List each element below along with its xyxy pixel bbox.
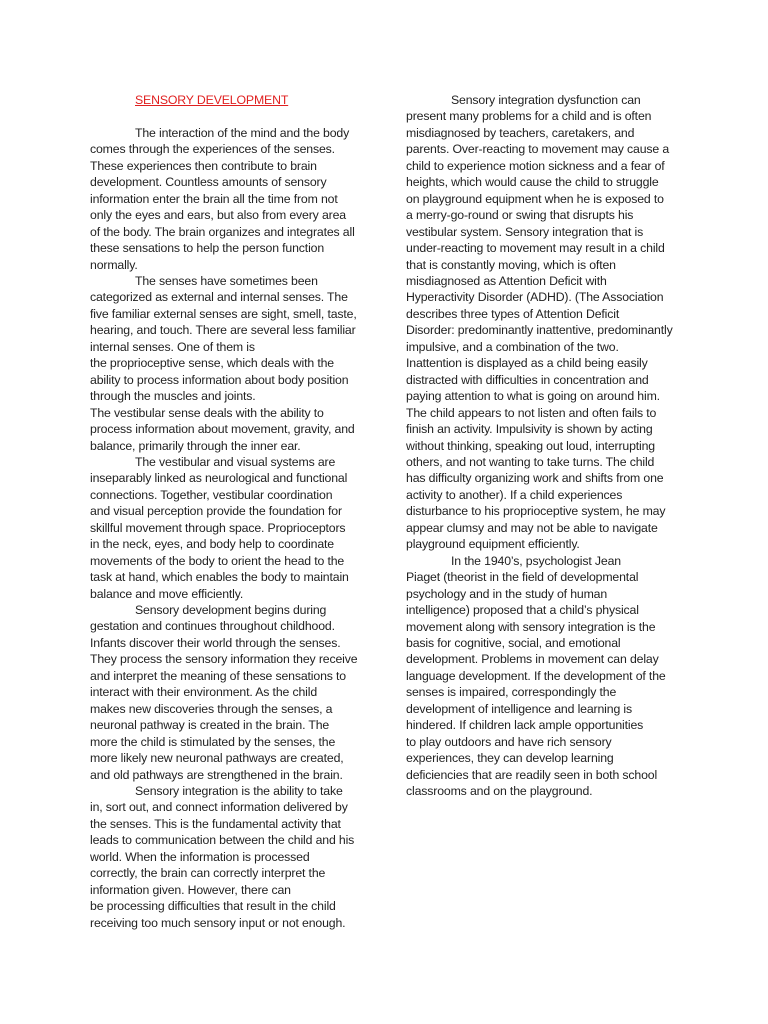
text-line: information given. However, there can [90, 882, 291, 897]
text-line: Hyperactivity Disorder (ADHD). (The Association [406, 290, 664, 305]
text-line: in the neck, eyes, and body help to coordinate [90, 537, 334, 552]
text-line: These experiences then contribute to brain [90, 158, 317, 173]
text-line: balance, primarily through the inner ear. [90, 438, 301, 453]
text-line: heights, which would cause the child to struggle [406, 175, 659, 190]
text-line: normally. [90, 257, 138, 272]
text-line: development of intelligence and learning is [406, 701, 632, 716]
text-line: only the eyes and ears, but also from every area [90, 208, 346, 223]
text-line: ability to process information about body position [90, 372, 349, 387]
right-column-body [406, 92, 686, 799]
text-line: movements of the body to orient the head to the [90, 553, 345, 568]
text-line: The child appears to not listen and often fails to [406, 405, 657, 420]
text-line: world. When the information is processed [90, 849, 310, 864]
text-line: interact with their environment. As the child [90, 685, 318, 700]
text-line: parents. Over-reacting to movement may cause a [406, 142, 670, 157]
text-line: In the 1940’s, psychologist Jean [451, 553, 621, 568]
text-line: movement along with sensory integration is the [406, 619, 656, 634]
text-line: information enter the brain all the time from not [90, 191, 338, 206]
text-line: makes new discoveries through the senses, a [90, 701, 333, 716]
text-line: balance and move efficiently. [90, 586, 244, 601]
text-line: child to experience motion sickness and a fear of [406, 158, 665, 173]
text-line: five familiar external senses are sight, smell, taste, [90, 306, 357, 321]
text-line: more the child is stimulated by the senses, the [90, 734, 336, 749]
text-line: The interaction of the mind and the body [135, 125, 350, 140]
text-line: senses is impaired, correspondingly the [406, 685, 617, 700]
text-line: and old pathways are strengthened in the brain. [90, 767, 343, 782]
text-line: inseparably linked as neurological and functional [90, 471, 348, 486]
text-line: The senses have sometimes been [135, 273, 318, 288]
text-line: task at hand, which enables the body to maintain [90, 570, 349, 585]
text-line: language development. If the development of the [406, 668, 666, 683]
text-line: appear clumsy and may not be able to navigate [406, 520, 658, 535]
text-line: deficiencies that are readily seen in both school [406, 767, 658, 782]
text-line: without thinking, speaking out loud, interrupting [406, 438, 655, 453]
text-line: describes three types of Attention Deficit [406, 306, 620, 321]
text-line: activity to another). If a child experiences [406, 487, 623, 502]
text-line: development. Countless amounts of sensory [90, 175, 327, 190]
text-line: hearing, and touch. There are several less familiar [90, 323, 356, 338]
text-line: the proprioceptive sense, which deals with the [90, 356, 334, 371]
text-line: vestibular system. Sensory integration that is [406, 224, 644, 239]
left-column-body [90, 125, 365, 931]
text-line: on playground equipment when he is exposed to [406, 191, 664, 206]
text-line: leads to communication between the child and his [90, 833, 355, 848]
text-line: internal senses. One of them is [90, 339, 255, 354]
text-line: experiences, they can develop learning [406, 751, 614, 766]
text-line: misdiagnosed by teachers, caretakers, and [406, 125, 635, 140]
text-line: more likely new neuronal pathways are created, [90, 751, 344, 766]
text-line: connections. Together, vestibular coordination [90, 487, 333, 502]
text-line: development. Problems in movement can delay [406, 652, 659, 667]
text-line: of the body. The brain organizes and integrates all [90, 224, 355, 239]
text-line: correctly, the brain can correctly interpret the [90, 866, 326, 881]
text-line: basis for cognitive, social, and emotional [406, 635, 621, 650]
text-line: categorized as external and internal senses. The [90, 290, 348, 305]
text-line: intelligence) proposed that a child’s physical [406, 603, 639, 618]
text-line: playground equipment efficiently. [406, 537, 580, 552]
text-line: be processing difficulties that result in the child [90, 899, 336, 914]
text-line: has difficulty organizing work and shifts from one [406, 471, 664, 486]
text-line: comes through the experiences of the senses. [90, 142, 335, 157]
text-line: receiving too much sensory input or not enough. [90, 915, 346, 930]
text-line: They process the sensory information they receive [90, 652, 358, 667]
text-line: Sensory integration is the ability to take [135, 784, 343, 799]
text-line: Disorder: predominantly inattentive, predominantly [406, 323, 673, 338]
text-line: the senses. This is the fundamental activity that [90, 816, 341, 831]
text-line: neuronal pathway is created in the brain. The [90, 718, 330, 733]
text-line: and visual perception provide the foundation for [90, 504, 342, 519]
text-line: Inattention is displayed as a child being easily [406, 356, 648, 371]
text-line: present many problems for a child and is often [406, 109, 652, 124]
text-line: to play outdoors and have rich sensory [406, 734, 612, 749]
text-line: The vestibular sense deals with the ability to [90, 405, 324, 420]
right-column [406, 92, 686, 799]
text-line: misdiagnosed as Attention Deficit with [406, 273, 607, 288]
text-line: under-reacting to movement may result in a child [406, 241, 665, 256]
text-line: classrooms and on the playground. [406, 784, 593, 799]
text-line: in, sort out, and connect information delivered by [90, 800, 348, 815]
text-line: process information about movement, gravity, and [90, 422, 355, 437]
text-line: Piaget (theorist in the field of developmental [406, 570, 639, 585]
text-line: Sensory integration dysfunction can [451, 93, 641, 107]
left-column [90, 92, 365, 931]
text-line: that is constantly moving, which is often [406, 257, 616, 272]
text-line: distracted with difficulties in concentration and [406, 372, 649, 387]
text-line: The vestibular and visual systems are [135, 454, 336, 469]
text-line: a merry-go-round or swing that disrupts his [406, 208, 634, 223]
text-line: paying attention to what is going on around him. [406, 389, 660, 404]
text-line: and interpret the meaning of these sensations to [90, 668, 346, 683]
text-line: hindered. If children lack ample opportunities [406, 718, 644, 733]
document-title: SENSORY DEVELOPMENT [135, 93, 289, 107]
text-line: Sensory development begins during [135, 603, 327, 618]
text-line: psychology and in the study of human [406, 586, 608, 601]
text-line: finish an activity. Impulsivity is shown by acting [406, 422, 653, 437]
text-line: gestation and continues throughout childhood. [90, 619, 335, 634]
text-line: disturbance to his proprioceptive system, he may [406, 504, 666, 519]
text-line: skillful movement through space. Proprioceptors [90, 520, 346, 535]
text-line: impulsive, and a combination of the two. [406, 339, 619, 354]
text-line: others, and not wanting to take turns. The child [406, 454, 655, 469]
text-line: these sensations to help the person function [90, 241, 325, 256]
text-line: through the muscles and joints. [90, 389, 256, 404]
text-line: Infants discover their world through the senses. [90, 635, 341, 650]
